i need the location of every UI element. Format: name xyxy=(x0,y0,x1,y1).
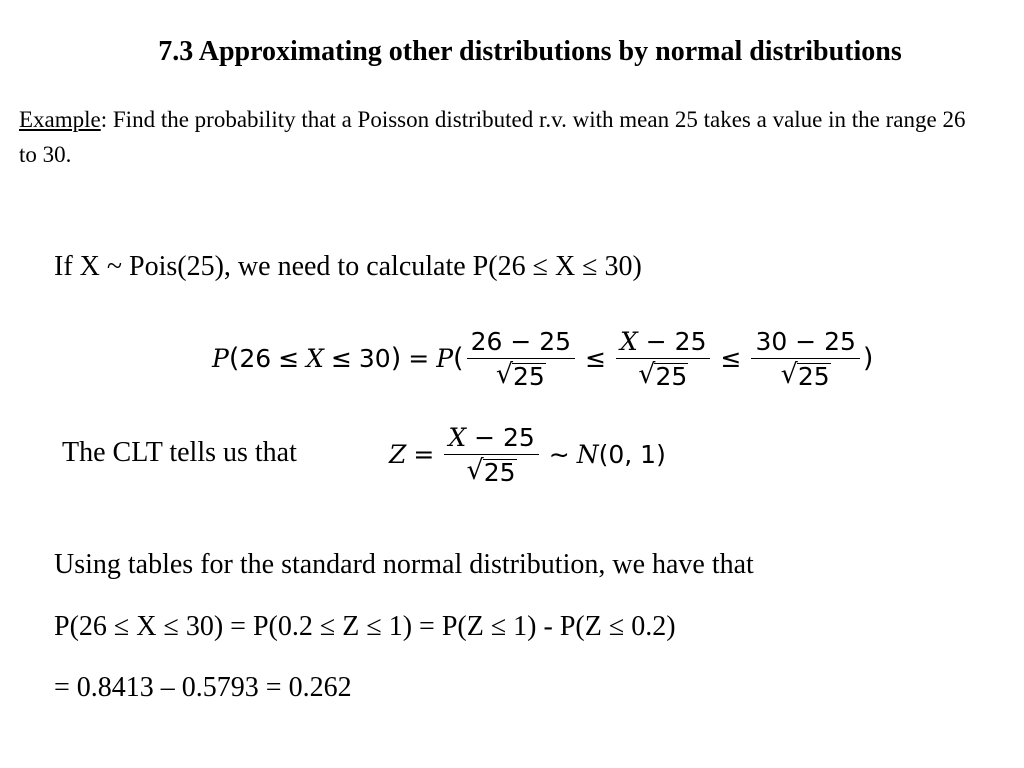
radicand: 25 xyxy=(797,362,830,391)
eq1-fraction-3 xyxy=(751,328,859,389)
eq1-equals: = xyxy=(408,344,430,373)
example-paragraph xyxy=(19,102,979,172)
radicand: 25 xyxy=(513,362,545,391)
radicand: 25 xyxy=(483,458,516,487)
eq1-frac3-denominator xyxy=(781,359,831,389)
sqrt-symbol xyxy=(496,361,546,389)
eq2-args: (0, 1) xyxy=(598,440,666,469)
sqrt-symbol xyxy=(638,361,688,389)
clt-equation xyxy=(389,424,666,485)
eq2-numerator xyxy=(444,424,538,455)
radical-sign: √ xyxy=(638,359,656,390)
eq1-rhs-open-paren: ( xyxy=(453,343,464,374)
radical-sign: √ xyxy=(466,455,484,486)
eq1-rhs-p: P xyxy=(436,344,454,373)
radical-sign: √ xyxy=(780,359,798,390)
eq1-le-3: ≤ xyxy=(585,344,607,373)
eq1-fraction-2 xyxy=(616,328,710,389)
eq1-frac1-numerator: 26 − 25 xyxy=(467,328,575,359)
probability-line: P(26 ≤ X ≤ 30) = P(0.2 ≤ Z ≤ 1) = P(Z ≤ 1) - P(Z ≤ 0.2) xyxy=(54,611,676,642)
eq2-equals: = xyxy=(413,440,435,469)
eq1-lhs-p: P xyxy=(212,344,229,373)
example-label: Example xyxy=(19,107,101,132)
eq2-n: N xyxy=(576,440,599,469)
eq1-fraction-1 xyxy=(467,328,575,389)
tables-statement: Using tables for the standard normal distribution, we have that xyxy=(54,549,754,580)
sqrt-symbol xyxy=(781,361,831,389)
eq1-frac2-x: X xyxy=(620,327,638,356)
eq1-lhs-open-paren: ( xyxy=(228,343,240,374)
slide-title: 7.3 Approximating other distributions by normal distributions xyxy=(158,36,902,67)
standardization-equation xyxy=(212,328,873,389)
example-text: : Find the probability that a Poisson distributed r.v. with mean 25 takes a value in the range 26 to 30. xyxy=(19,107,966,167)
eq2-fraction xyxy=(444,424,538,485)
eq2-denominator xyxy=(467,455,517,485)
eq1-frac1-denominator xyxy=(496,359,546,389)
result-line: = 0.8413 – 0.5793 = 0.262 xyxy=(54,672,352,703)
eq1-lhs-close-paren: ) xyxy=(390,343,402,374)
eq1-frac2-rest: − 25 xyxy=(637,327,707,356)
eq1-frac3-numerator: 30 − 25 xyxy=(751,328,859,359)
eq1-lhs-high: 30 xyxy=(358,344,391,373)
eq2-x: X xyxy=(448,423,467,452)
eq2-num-rest: − 25 xyxy=(466,423,535,452)
eq1-le-2: ≤ xyxy=(330,344,352,373)
eq1-lhs-low: 26 xyxy=(239,344,272,373)
clt-statement: The CLT tells us that xyxy=(62,437,297,468)
eq1-le-1: ≤ xyxy=(278,344,300,373)
eq1-frac2-numerator xyxy=(616,328,710,359)
eq1-lhs-x: X xyxy=(306,344,324,373)
eq1-le-4: ≤ xyxy=(720,344,742,373)
eq1-rhs-close-paren: ) xyxy=(862,343,874,374)
eq1-frac2-denominator xyxy=(638,359,688,389)
eq2-sim: ∼ xyxy=(548,440,570,469)
poisson-statement: If X ~ Pois(25), we need to calculate P(26 ≤ X ≤ 30) xyxy=(54,251,642,282)
eq2-z: Z xyxy=(389,440,407,469)
sqrt-symbol xyxy=(467,457,517,485)
radical-sign: √ xyxy=(495,359,514,390)
radicand: 25 xyxy=(655,362,688,391)
